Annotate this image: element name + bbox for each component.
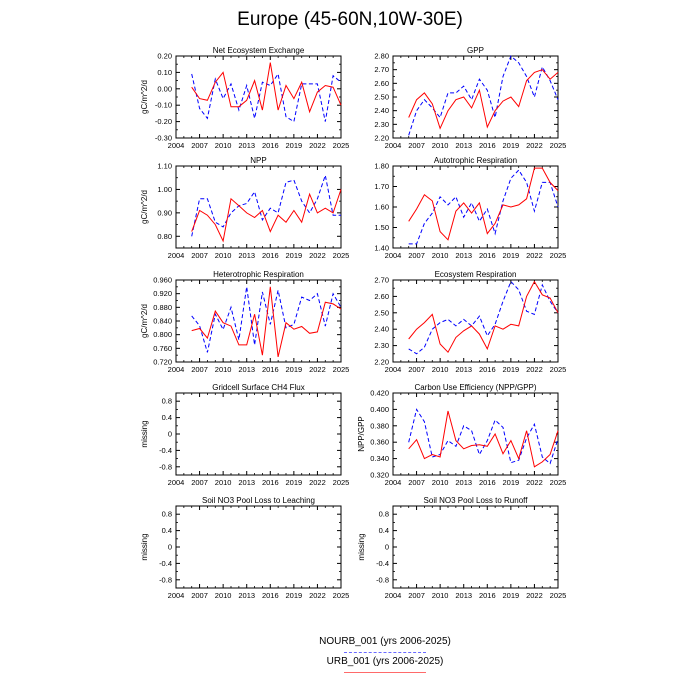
- y-tick-label: 0.360: [370, 437, 389, 447]
- x-tick-label: 2004: [384, 478, 402, 487]
- x-tick-label: 2004: [384, 251, 402, 260]
- y-tick-label: 2.40: [374, 106, 389, 116]
- y-tick-label: -0.30: [154, 133, 172, 143]
- y-tick-label: 0.920: [153, 289, 172, 299]
- x-tick-label: 2007: [191, 591, 208, 600]
- panel-8: [357, 383, 566, 487]
- x-tick-label: 2007: [408, 591, 425, 600]
- panel-10: [357, 496, 566, 600]
- x-tick-label: 2007: [191, 251, 208, 260]
- x-tick-label: 2013: [455, 365, 473, 374]
- y-tick-label: 1.70: [374, 182, 389, 191]
- x-tick-label: 2025: [549, 365, 567, 374]
- panel-title: GPP: [467, 46, 484, 55]
- x-tick-label: 2025: [332, 365, 350, 374]
- x-tick-label: 2016: [261, 591, 279, 600]
- figure-title: Europe (45-60N,10W-30E): [237, 9, 463, 30]
- x-tick-label: 2019: [502, 478, 520, 487]
- x-tick-label: 2016: [261, 365, 279, 374]
- y-tick-label: 2.20: [374, 133, 389, 143]
- y-tick-label: -0.10: [154, 100, 172, 110]
- x-tick-label: 2025: [549, 141, 567, 150]
- y-axis-label: gC/m^2/d: [140, 304, 149, 338]
- y-tick-label: -0.4: [159, 558, 172, 568]
- x-tick-label: 2004: [384, 365, 402, 374]
- y-tick-label: 0.960: [153, 275, 172, 285]
- x-tick-label: 2019: [285, 365, 303, 374]
- plot-frame: [176, 393, 341, 475]
- x-tick-label: 2019: [502, 251, 520, 260]
- y-tick-label: 2.60: [374, 291, 389, 301]
- x-tick-label: 2022: [309, 365, 326, 374]
- x-tick-label: 2016: [478, 478, 496, 487]
- x-tick-label: 2004: [167, 141, 185, 150]
- x-tick-label: 2013: [455, 591, 473, 600]
- x-tick-label: 2013: [238, 478, 256, 487]
- x-tick-label: 2010: [431, 365, 449, 374]
- y-axis-label: missing: [140, 420, 149, 448]
- panel-title: Heterotrophic Respiration: [213, 270, 304, 279]
- y-tick-label: 0: [167, 542, 172, 552]
- panel-5: [140, 270, 349, 374]
- x-tick-label: 2013: [455, 251, 473, 260]
- y-tick-label: 0.320: [370, 470, 389, 480]
- series-line-urb-001: [409, 168, 558, 240]
- x-tick-label: 2013: [455, 141, 473, 150]
- x-tick-label: 2025: [332, 141, 350, 150]
- x-tick-label: 2010: [214, 365, 232, 374]
- y-tick-label: 0.8: [161, 509, 172, 519]
- series-line-nourb-001: [409, 282, 558, 354]
- panel-title: Ecosystem Respiration: [434, 270, 517, 279]
- y-tick-label: 2.70: [374, 65, 389, 75]
- x-tick-label: 2016: [478, 365, 496, 374]
- x-tick-label: 2007: [191, 141, 208, 150]
- series-line-urb-001: [409, 282, 558, 353]
- panel-title: Soil NO3 Pool Loss to Runoff: [423, 496, 528, 505]
- x-tick-label: 2004: [384, 591, 402, 600]
- panel-2: [374, 46, 566, 150]
- x-tick-label: 2013: [238, 365, 256, 374]
- legend-label-urb: URB_001 (yrs 2006-2025): [326, 656, 444, 667]
- panel-1: [140, 46, 349, 150]
- x-tick-label: 2016: [478, 141, 496, 150]
- panel-title: Carbon Use Efficiency (NPP/GPP): [414, 383, 537, 392]
- y-tick-label: 1.40: [374, 243, 389, 253]
- y-tick-label: -0.8: [376, 575, 389, 585]
- x-tick-label: 2016: [478, 591, 496, 600]
- x-tick-label: 2022: [526, 591, 543, 600]
- x-tick-label: 2010: [431, 251, 449, 260]
- x-tick-label: 2016: [261, 251, 279, 260]
- x-tick-label: 2022: [309, 591, 326, 600]
- x-tick-label: 2004: [167, 251, 185, 260]
- y-tick-label: 0.420: [370, 388, 389, 398]
- x-tick-label: 2010: [431, 141, 449, 150]
- y-tick-label: 2.30: [374, 119, 389, 129]
- x-tick-label: 2022: [526, 141, 543, 150]
- y-tick-label: 0: [384, 542, 389, 552]
- series-line-urb-001: [409, 411, 558, 467]
- x-tick-label: 2007: [408, 251, 425, 260]
- y-tick-label: 0.8: [161, 396, 172, 406]
- x-tick-label: 2019: [285, 251, 303, 260]
- x-tick-label: 2013: [238, 251, 256, 260]
- y-tick-label: 0.8: [378, 509, 389, 519]
- x-tick-label: 2004: [167, 365, 185, 374]
- y-tick-label: 0.4: [378, 526, 389, 536]
- x-tick-label: 2016: [261, 478, 279, 487]
- y-tick-label: 0.80: [157, 231, 172, 241]
- x-tick-label: 2007: [408, 365, 425, 374]
- x-tick-label: 2022: [309, 478, 326, 487]
- y-tick-label: 1.80: [374, 161, 389, 171]
- y-tick-label: 0.00: [157, 84, 172, 94]
- series-line-nourb-001: [192, 74, 341, 122]
- y-tick-label: 1.10: [157, 161, 172, 171]
- panel-9: [140, 496, 349, 600]
- series-line-urb-001: [409, 70, 558, 129]
- y-tick-label: 2.30: [374, 341, 389, 351]
- x-tick-label: 2025: [549, 251, 567, 260]
- y-tick-label: 0.4: [161, 526, 172, 536]
- x-tick-label: 2022: [526, 251, 543, 260]
- x-tick-label: 2013: [238, 141, 256, 150]
- y-tick-label: 0: [167, 429, 172, 439]
- panel-title: Autotrophic Respiration: [433, 156, 518, 165]
- y-tick-label: 2.50: [374, 308, 389, 318]
- x-tick-label: 2007: [408, 141, 425, 150]
- panel-3: [140, 156, 349, 260]
- y-tick-label: 2.60: [374, 78, 389, 88]
- y-tick-label: 0.720: [153, 357, 172, 367]
- plot-frame: [393, 506, 558, 588]
- x-tick-label: 2010: [431, 478, 449, 487]
- x-tick-label: 2019: [285, 478, 303, 487]
- y-tick-label: 0.400: [370, 404, 389, 414]
- x-tick-label: 2019: [502, 365, 520, 374]
- x-tick-label: 2010: [214, 251, 232, 260]
- y-tick-label: 2.50: [374, 92, 389, 102]
- y-tick-label: 0.340: [370, 454, 389, 464]
- plot-frame: [393, 56, 558, 138]
- panel-title: Soil NO3 Pool Loss to Leaching: [202, 496, 315, 505]
- x-tick-label: 2025: [549, 591, 567, 600]
- y-tick-label: -0.8: [159, 462, 172, 472]
- y-tick-label: 0.90: [157, 208, 172, 218]
- y-tick-label: 0.800: [153, 330, 172, 340]
- y-axis-label: gC/m^2/d: [140, 80, 149, 114]
- plot-frame: [176, 506, 341, 588]
- x-tick-label: 2004: [384, 141, 402, 150]
- x-tick-label: 2022: [309, 251, 326, 260]
- y-tick-label: 1.60: [374, 202, 389, 212]
- y-tick-label: 0.10: [157, 67, 172, 77]
- series-line-nourb-001: [192, 175, 341, 236]
- y-tick-label: 2.20: [374, 357, 389, 367]
- x-tick-label: 2025: [549, 478, 567, 487]
- panel-4: [374, 156, 566, 260]
- y-tick-label: 2.40: [374, 324, 389, 334]
- panel-6: [374, 270, 566, 374]
- x-tick-label: 2007: [408, 478, 425, 487]
- x-tick-label: 2010: [214, 478, 232, 487]
- x-tick-label: 2010: [431, 591, 449, 600]
- x-tick-label: 2007: [191, 478, 208, 487]
- x-tick-label: 2022: [526, 478, 543, 487]
- panel-title: Gridcell Surface CH4 Flux: [212, 383, 305, 392]
- x-tick-label: 2025: [332, 251, 350, 260]
- y-tick-label: 0.840: [153, 316, 172, 326]
- y-tick-label: 0.880: [153, 302, 172, 312]
- y-tick-label: 1.50: [374, 223, 389, 232]
- y-tick-label: 2.80: [374, 51, 389, 61]
- y-tick-label: -0.4: [376, 558, 389, 568]
- series-line-urb-001: [192, 189, 341, 241]
- x-tick-label: 2007: [191, 365, 208, 374]
- x-tick-label: 2025: [332, 591, 350, 600]
- panel-title: NPP: [250, 156, 267, 165]
- y-axis-label: missing: [140, 533, 149, 561]
- panel-title: Net Ecosystem Exchange: [212, 46, 305, 55]
- x-tick-label: 2010: [214, 141, 232, 150]
- y-tick-label: 0.4: [161, 413, 172, 423]
- y-axis-label: gC/m^2/d: [140, 190, 149, 224]
- x-tick-label: 2019: [285, 141, 303, 150]
- x-tick-label: 2022: [526, 365, 543, 374]
- x-tick-label: 2004: [167, 478, 185, 487]
- x-tick-label: 2019: [285, 591, 303, 600]
- legend-label-nourb: NOURB_001 (yrs 2006-2025): [319, 636, 451, 647]
- legend-line-nourb: [344, 652, 426, 653]
- series-line-nourb-001: [409, 170, 558, 244]
- y-tick-label: -0.8: [159, 575, 172, 585]
- x-tick-label: 2010: [214, 591, 232, 600]
- x-tick-label: 2016: [478, 251, 496, 260]
- x-tick-label: 2013: [455, 478, 473, 487]
- panel-7: [140, 383, 349, 487]
- legend-line-urb: [344, 672, 426, 673]
- series-line-nourb-001: [409, 56, 558, 135]
- x-tick-label: 2004: [167, 591, 185, 600]
- y-tick-label: 0.760: [153, 343, 172, 353]
- x-tick-label: 2013: [238, 591, 256, 600]
- y-tick-label: 0.380: [370, 421, 389, 431]
- x-tick-label: 2019: [502, 591, 520, 600]
- y-tick-label: -0.20: [154, 117, 172, 127]
- y-tick-label: 1.00: [157, 184, 172, 194]
- x-tick-label: 2025: [332, 478, 350, 487]
- y-tick-label: 0.20: [157, 51, 172, 61]
- x-tick-label: 2019: [502, 141, 520, 150]
- y-tick-label: 2.70: [374, 275, 389, 285]
- y-axis-label: NPP/GPP: [357, 416, 366, 452]
- x-tick-label: 2022: [309, 141, 326, 150]
- y-tick-label: -0.4: [159, 445, 172, 455]
- x-tick-label: 2016: [261, 141, 279, 150]
- y-axis-label: missing: [357, 533, 366, 561]
